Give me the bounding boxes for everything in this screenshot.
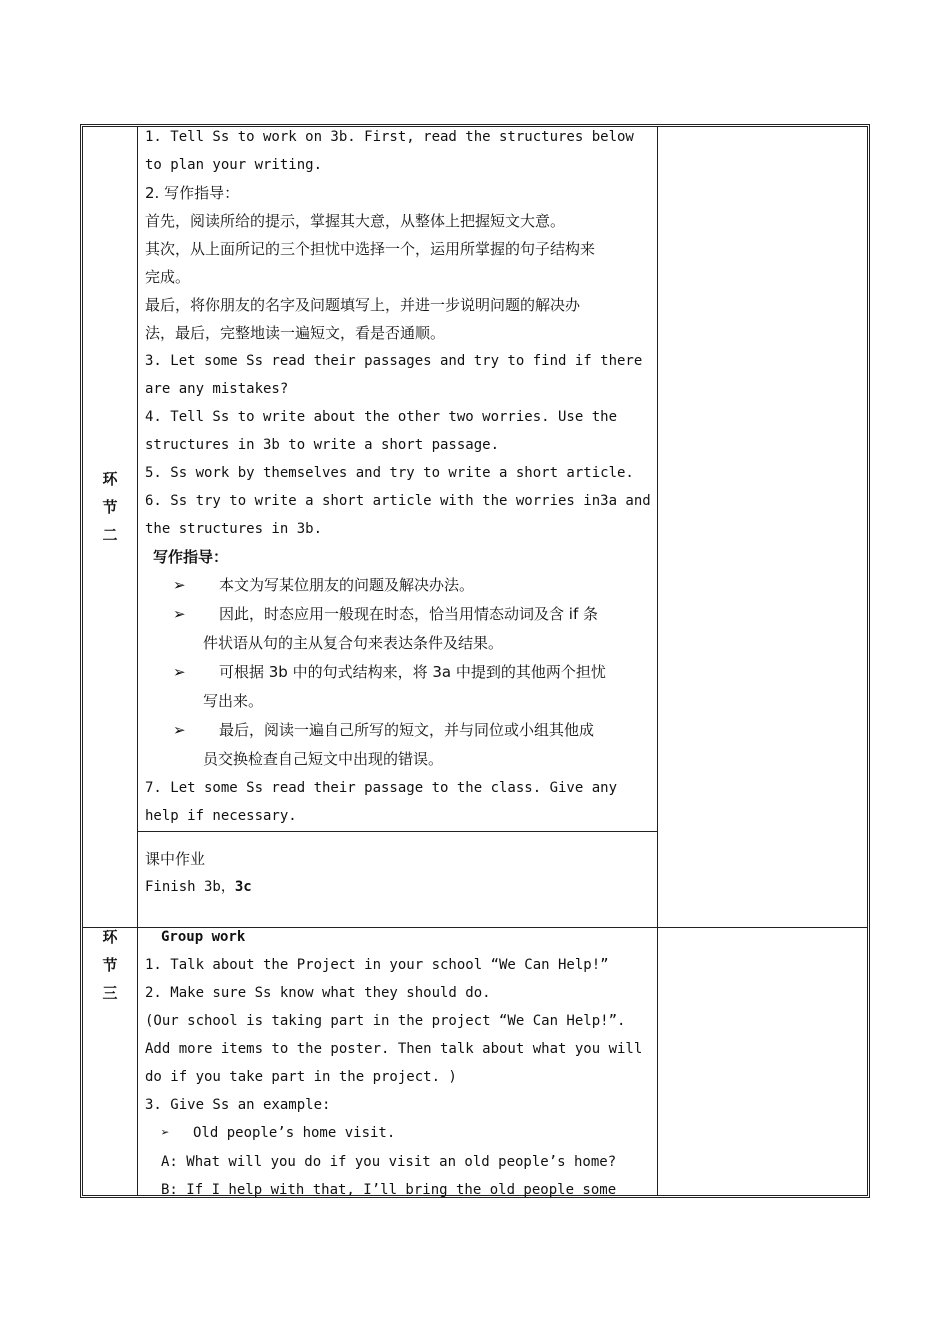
arrow-bullet-icon: ➢ [173,576,186,594]
step-6-line-2: the structures in 3b. [145,521,323,537]
dialog-line-b: B: If I help with that, I’ll bring the old people some [161,1182,617,1198]
s3-project-line-3: do if you take part in the project. ) [145,1069,457,1085]
column-divider-1 [137,127,138,1195]
s3-step-2: 2. Make sure Ss know what they should do. [145,985,491,1001]
arrow-bullet-icon: ➢ [173,721,186,739]
guide-first: 首先，阅读所给的提示，掌握其大意，从整体上把握短文大意。 [145,212,566,230]
section2-content [145,123,651,830]
homework-title: 课中作业 [145,850,206,868]
guide-last-line-1: 最后，将你朋友的名字及问题填写上，并进一步说明问题的解决办 [145,296,581,314]
step-6-line-1: 6. Ss try to write a short article with the worries in3a and [145,493,651,509]
dialog-line-a: A: What will you do if you visit an old people’s home? [161,1154,617,1170]
step-7-line-2: help if necessary. [145,808,297,824]
guide-bullet-2-cont: 件状语从句的主从复合句来表达条件及结果。 [203,634,504,652]
step-2-title: 2. 写作指导： [145,184,240,202]
section3-label: 环 节 三 [102,928,118,1002]
step-7-line-1: 7. Let some Ss read their passage to the class. Give any [145,780,618,796]
step-4-line-2: structures in 3b to write a short passage. [145,437,500,453]
s3-project-line-2: Add more items to the poster. Then talk about what you will [145,1041,643,1057]
homework-text: Finish 3b，3c [145,879,252,895]
arrow-bullet-icon: ➢ [173,663,186,681]
arrow-bullet-icon: ➢ [161,1125,170,1141]
s3-step-1: 1. Talk about the Project in your school “We Can Help!” [145,957,609,973]
step-1-line-2: to plan your writing. [145,157,323,173]
guide-bullet-4-cont: 员交换检查自己短文中出现的错误。 [203,750,444,768]
lesson-table [80,124,870,1198]
section3-content [145,923,651,1200]
homework-block [145,845,651,901]
column-divider-2 [657,127,658,1195]
writing-guide-title: 写作指导： [153,548,229,566]
group-work-heading: Group work [161,929,246,945]
guide-second-line-1: 其次，从上面所记的三个担忧中选择一个，运用所掌握的句子结构来 [145,240,596,258]
guide-bullet-4: ➢ 最后，阅读一遍自己所写的短文，并与同位或小组其他成 [145,716,651,745]
step-3-line-2: are any mistakes? [145,381,289,397]
guide-bullet-1: ➢ 本文为写某位朋友的问题及解决办法。 [145,571,651,600]
arrow-bullet-icon: ➢ [173,605,186,623]
homework-divider [137,831,657,832]
guide-bullet-3: ➢ 可根据 3b 中的句式结构来，将 3a 中提到的其他两个担忧 [145,658,651,687]
s3-step-3: 3. Give Ss an example: [145,1097,331,1113]
guide-last-line-2: 法，最后，完整地读一遍短文，看是否通顺。 [145,324,446,342]
step-4-line-1: 4. Tell Ss to write about the other two worries. Use the [145,409,618,425]
s3-project-line-1: (Our school is taking part in the project “We Can Help!”. [145,1013,626,1029]
step-1-line-1: 1. Tell Ss to work on 3b. First, read the structures below [145,129,634,145]
step-5: 5. Ss work by themselves and try to write a short article. [145,465,634,481]
step-3-line-1: 3. Let some Ss read their passages and try to find if there [145,353,643,369]
section2-label: 环 节 二 [102,470,118,544]
guide-bullet-2: ➢ 因此，时态应用一般现在时态，恰当用情态动词及含 if 条 [145,600,651,629]
guide-second-line-2: 完成。 [145,268,191,286]
example-bullet: ➢ Old people’s home visit. [145,1119,651,1148]
guide-bullet-3-cont: 写出来。 [203,692,264,710]
